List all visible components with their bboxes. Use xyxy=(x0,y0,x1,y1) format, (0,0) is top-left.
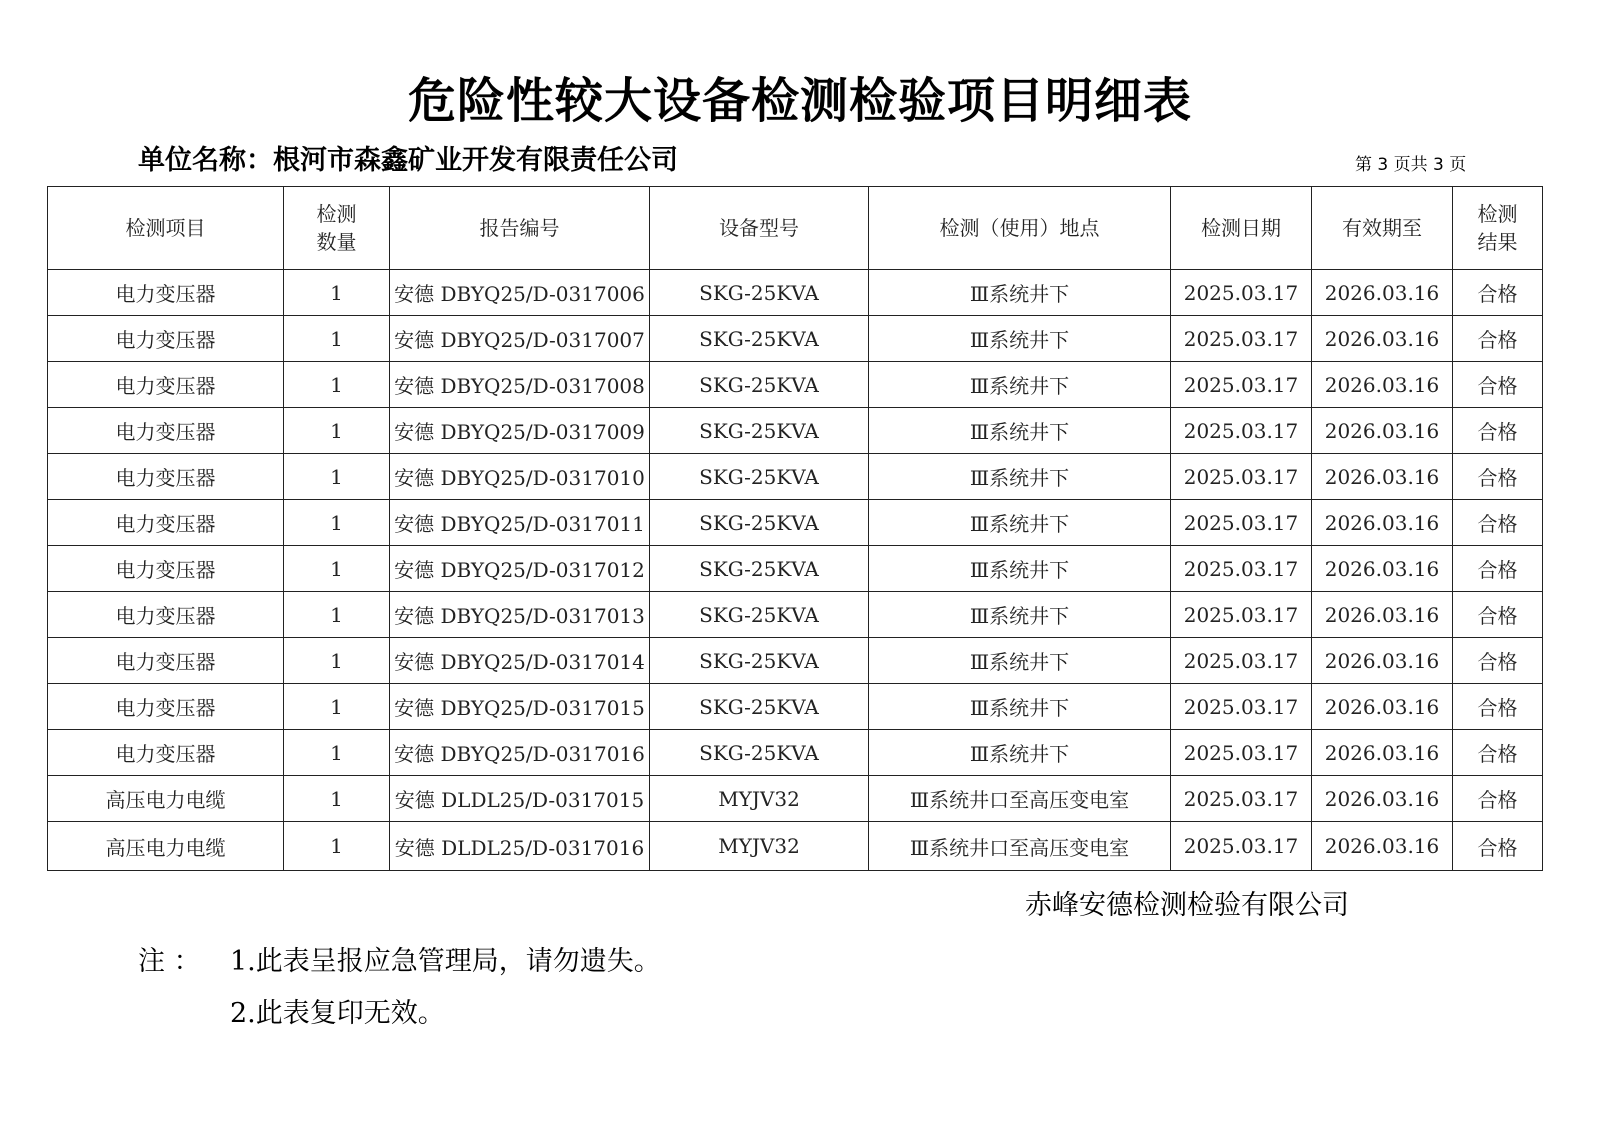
page-title: 危险性较大设备检测检验项目明细表 xyxy=(407,73,1192,129)
cell-result: 合格 xyxy=(1453,546,1543,592)
table-row xyxy=(48,362,1543,408)
header-report-number xyxy=(390,187,650,270)
cell-valid-until: 2026.03.16 xyxy=(1312,546,1453,592)
cell-model: SKG-25KVA xyxy=(650,638,869,684)
notes-section xyxy=(138,936,661,1040)
table-row xyxy=(48,408,1543,454)
cell-test-date: 2025.03.17 xyxy=(1171,730,1312,776)
cell-quantity: 1 xyxy=(284,546,390,592)
cell-valid-until: 2026.03.16 xyxy=(1312,270,1453,316)
cell-location: Ⅲ系统井口至高压变电室 xyxy=(869,822,1171,871)
cell-model: MYJV32 xyxy=(650,822,869,871)
unit-name: 根河市森鑫矿业开发有限责任公司 xyxy=(273,145,678,176)
cell-item: 电力变压器 xyxy=(48,592,284,638)
cell-report-number: 安德 DBYQ25/D-0317014 xyxy=(390,638,650,684)
header-quantity xyxy=(284,187,390,270)
table-row xyxy=(48,500,1543,546)
cell-item: 电力变压器 xyxy=(48,500,284,546)
cell-quantity: 1 xyxy=(284,454,390,500)
table-row xyxy=(48,270,1543,316)
header-result xyxy=(1453,187,1543,270)
cell-result: 合格 xyxy=(1453,454,1543,500)
cell-report-number: 安德 DBYQ25/D-0317011 xyxy=(390,500,650,546)
cell-quantity: 1 xyxy=(284,730,390,776)
cell-quantity: 1 xyxy=(284,822,390,871)
cell-item: 电力变压器 xyxy=(48,730,284,776)
header-text: 结果 xyxy=(1477,230,1518,254)
cell-test-date: 2025.03.17 xyxy=(1171,362,1312,408)
cell-report-number: 安德 DBYQ25/D-0317016 xyxy=(390,730,650,776)
table-row xyxy=(48,316,1543,362)
cell-item: 高压电力电缆 xyxy=(48,822,284,871)
header-text: 设备型号 xyxy=(719,216,799,240)
cell-valid-until: 2026.03.16 xyxy=(1312,454,1453,500)
cell-location: Ⅲ系统井下 xyxy=(869,408,1171,454)
cell-model: SKG-25KVA xyxy=(650,592,869,638)
cell-location: Ⅲ系统井下 xyxy=(869,592,1171,638)
table-row xyxy=(48,684,1543,730)
cell-location: Ⅲ系统井口至高压变电室 xyxy=(869,776,1171,822)
table-row xyxy=(48,592,1543,638)
cell-location: Ⅲ系统井下 xyxy=(869,638,1171,684)
cell-model: SKG-25KVA xyxy=(650,454,869,500)
cell-model: SKG-25KVA xyxy=(650,408,869,454)
cell-model: MYJV32 xyxy=(650,776,869,822)
cell-test-date: 2025.03.17 xyxy=(1171,316,1312,362)
cell-item: 电力变压器 xyxy=(48,638,284,684)
cell-model: SKG-25KVA xyxy=(650,362,869,408)
cell-model: SKG-25KVA xyxy=(650,546,869,592)
note-row-2 xyxy=(138,988,661,1040)
cell-quantity: 1 xyxy=(284,408,390,454)
header-text: 有效期至 xyxy=(1342,216,1422,240)
cell-result: 合格 xyxy=(1453,822,1543,871)
cell-location: Ⅲ系统井下 xyxy=(869,546,1171,592)
cell-report-number: 安德 DBYQ25/D-0317009 xyxy=(390,408,650,454)
cell-result: 合格 xyxy=(1453,592,1543,638)
header-item xyxy=(48,187,284,270)
header-text: 报告编号 xyxy=(479,216,560,240)
cell-location: Ⅲ系统井下 xyxy=(869,362,1171,408)
cell-test-date: 2025.03.17 xyxy=(1171,684,1312,730)
cell-result: 合格 xyxy=(1453,270,1543,316)
header-test-date xyxy=(1171,187,1312,270)
cell-test-date: 2025.03.17 xyxy=(1171,408,1312,454)
notes-label: 注 ： xyxy=(138,946,201,977)
table-row xyxy=(48,638,1543,684)
cell-report-number: 安德 DBYQ25/D-0317010 xyxy=(390,454,650,500)
cell-item: 电力变压器 xyxy=(48,316,284,362)
cell-result: 合格 xyxy=(1453,730,1543,776)
header-text: 检测日期 xyxy=(1201,216,1281,240)
cell-test-date: 2025.03.17 xyxy=(1171,500,1312,546)
cell-quantity: 1 xyxy=(284,500,390,546)
cell-test-date: 2025.03.17 xyxy=(1171,270,1312,316)
cell-valid-until: 2026.03.16 xyxy=(1312,500,1453,546)
table-row xyxy=(48,822,1543,871)
page-number: 第 3 页共 3 页 xyxy=(1355,155,1467,175)
cell-result: 合格 xyxy=(1453,500,1543,546)
cell-report-number: 安德 DBYQ25/D-0317008 xyxy=(390,362,650,408)
cell-item: 电力变压器 xyxy=(48,684,284,730)
note-item: 2.此表复印无效。 xyxy=(230,998,445,1029)
cell-model: SKG-25KVA xyxy=(650,316,869,362)
cell-report-number: 安德 DBYQ25/D-0317012 xyxy=(390,546,650,592)
cell-location: Ⅲ系统井下 xyxy=(869,316,1171,362)
issuing-company: 赤峰安德检测检验有限公司 xyxy=(1025,890,1349,921)
cell-location: Ⅲ系统井下 xyxy=(869,270,1171,316)
cell-valid-until: 2026.03.16 xyxy=(1312,776,1453,822)
cell-test-date: 2025.03.17 xyxy=(1171,822,1312,871)
cell-model: SKG-25KVA xyxy=(650,684,869,730)
cell-item: 电力变压器 xyxy=(48,454,284,500)
cell-test-date: 2025.03.17 xyxy=(1171,454,1312,500)
cell-item: 电力变压器 xyxy=(48,362,284,408)
header-text: 检测项目 xyxy=(125,216,206,240)
cell-quantity: 1 xyxy=(284,270,390,316)
cell-report-number: 安德 DLDL25/D-0317016 xyxy=(390,822,650,871)
cell-quantity: 1 xyxy=(284,316,390,362)
cell-test-date: 2025.03.17 xyxy=(1171,776,1312,822)
table-row xyxy=(48,730,1543,776)
cell-report-number: 安德 DBYQ25/D-0317006 xyxy=(390,270,650,316)
cell-model: SKG-25KVA xyxy=(650,270,869,316)
cell-result: 合格 xyxy=(1453,316,1543,362)
cell-location: Ⅲ系统井下 xyxy=(869,730,1171,776)
cell-test-date: 2025.03.17 xyxy=(1171,592,1312,638)
cell-valid-until: 2026.03.16 xyxy=(1312,684,1453,730)
cell-item: 电力变压器 xyxy=(48,546,284,592)
cell-location: Ⅲ系统井下 xyxy=(869,454,1171,500)
cell-result: 合格 xyxy=(1453,638,1543,684)
cell-result: 合格 xyxy=(1453,776,1543,822)
cell-report-number: 安德 DBYQ25/D-0317015 xyxy=(390,684,650,730)
cell-item: 电力变压器 xyxy=(48,408,284,454)
cell-valid-until: 2026.03.16 xyxy=(1312,822,1453,871)
cell-test-date: 2025.03.17 xyxy=(1171,638,1312,684)
table-header-row xyxy=(48,187,1543,270)
table-body xyxy=(48,270,1543,871)
cell-report-number: 安德 DLDL25/D-0317015 xyxy=(390,776,650,822)
unit-name-line xyxy=(138,138,678,177)
cell-item: 电力变压器 xyxy=(48,270,284,316)
cell-valid-until: 2026.03.16 xyxy=(1312,592,1453,638)
header-location xyxy=(869,187,1171,270)
cell-valid-until: 2026.03.16 xyxy=(1312,362,1453,408)
cell-report-number: 安德 DBYQ25/D-0317013 xyxy=(390,592,650,638)
header-text: 检测（使用）地点 xyxy=(939,216,1100,240)
cell-model: SKG-25KVA xyxy=(650,730,869,776)
table-row xyxy=(48,454,1543,500)
cell-model: SKG-25KVA xyxy=(650,500,869,546)
note-item: 1.此表呈报应急管理局，请勿遗失。 xyxy=(230,946,661,977)
header-valid-until xyxy=(1312,187,1453,270)
cell-quantity: 1 xyxy=(284,638,390,684)
cell-valid-until: 2026.03.16 xyxy=(1312,730,1453,776)
table-row xyxy=(48,546,1543,592)
table-row xyxy=(48,776,1543,822)
inspection-detail-table xyxy=(47,186,1543,871)
cell-quantity: 1 xyxy=(284,362,390,408)
cell-valid-until: 2026.03.16 xyxy=(1312,316,1453,362)
unit-label: 单位名称： xyxy=(138,145,273,176)
cell-quantity: 1 xyxy=(284,684,390,730)
cell-quantity: 1 xyxy=(284,592,390,638)
cell-location: Ⅲ系统井下 xyxy=(869,500,1171,546)
cell-result: 合格 xyxy=(1453,362,1543,408)
header-text: 数量 xyxy=(316,230,357,254)
note-row-1 xyxy=(138,936,661,988)
cell-valid-until: 2026.03.16 xyxy=(1312,408,1453,454)
header-text: 检测 xyxy=(1477,202,1518,226)
header-text: 检测 xyxy=(316,202,357,226)
cell-report-number: 安德 DBYQ25/D-0317007 xyxy=(390,316,650,362)
header-model xyxy=(650,187,869,270)
cell-valid-until: 2026.03.16 xyxy=(1312,638,1453,684)
cell-quantity: 1 xyxy=(284,776,390,822)
cell-location: Ⅲ系统井下 xyxy=(869,684,1171,730)
cell-result: 合格 xyxy=(1453,684,1543,730)
cell-test-date: 2025.03.17 xyxy=(1171,546,1312,592)
cell-result: 合格 xyxy=(1453,408,1543,454)
notes-label-spacer xyxy=(138,988,230,1040)
cell-item: 高压电力电缆 xyxy=(48,776,284,822)
